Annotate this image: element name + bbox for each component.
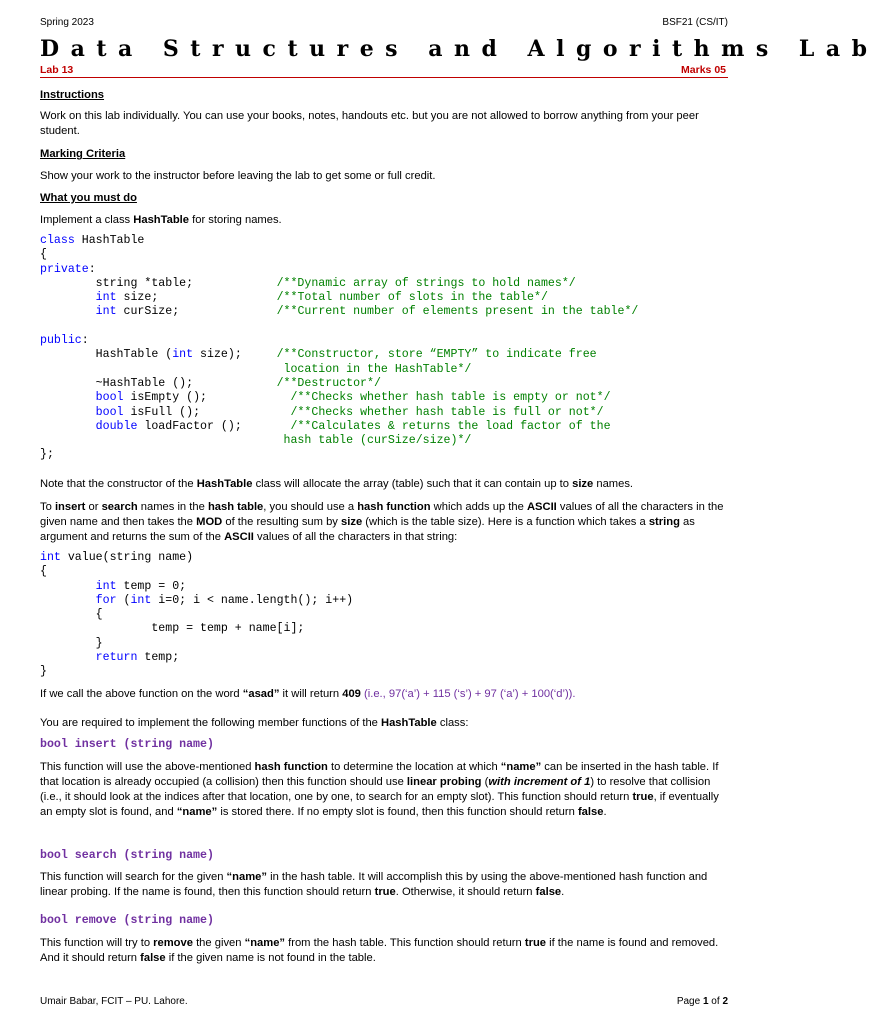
value-code-block: int value(string name) { int temp = 0; for (int i=0; i < name.length(); i++) { temp = temp + name[i]; } return temp; } xyxy=(40,551,354,679)
marking-text: Show your work to the instructor before leaving the lab to get some or full credit. xyxy=(40,170,436,182)
must-heading: What you must do xyxy=(40,192,137,204)
insert-description: This function will use the above-mentioned hash function to determine the location at which “name” can be inserted in the hash table. If that location is already occupied (a collision) then this function should use linear probing (with increment of 1) to resolve that collision (i.e., it should look at the indices after that location, one by one, to search for an empty slot). This function should return true, if eventually an empty slot is found, and “name” is stored there. If no empty slot is found, then this function should return false. xyxy=(40,761,719,818)
required-paragraph: You are required to implement the following member functions of the HashTable class: xyxy=(40,717,469,729)
remove-signature: bool remove (string name) xyxy=(40,914,214,927)
footer-page-number: Page 1 of 2 xyxy=(676,996,728,1007)
header-semester: Spring 2023 xyxy=(40,17,94,28)
lab-marks: Marks 05 xyxy=(681,64,726,76)
search-signature: bool search (string name) xyxy=(40,849,214,862)
insert-signature: bool insert (string name) xyxy=(40,738,214,751)
lab-line xyxy=(40,63,728,78)
insert-search-paragraph: To insert or search names in the hash table, you should use a hash function which adds up the ASCII values of all the characters in the given name and then takes the MOD of the resulting sum by size (which is the table size). Here is a function which takes a string as argument and returns the sum of the ASCII values of all the characters in that string: xyxy=(40,501,724,543)
example-paragraph: If we call the above function on the word “asad” it will return 409 (i.e., 97(‘a’) + 115 (‘s’) + 97 (‘a’) + 100(‘d’)). xyxy=(40,688,576,700)
marking-heading: Marking Criteria xyxy=(40,148,126,160)
header-class: BSF21 (CS/IT) xyxy=(662,17,728,28)
search-description: This function will search for the given “name” in the hash table. It will accomplish this by using the above-mentioned hash function and linear probing. If the name is found, then this function should return true. Otherwise, it should return false. xyxy=(40,871,708,898)
lab-number: Lab 13 xyxy=(40,64,74,76)
document-title: Data Structures and Algorithms Lab xyxy=(40,36,879,62)
remove-description: This function will try to remove the given “name” from the hash table. This function should return true if the name is found and removed. And it should return false if the given name is not found in the table. xyxy=(40,937,719,964)
instructions-heading: Instructions xyxy=(40,89,105,101)
instructions-text: Work on this lab individually. You can use your books, notes, handouts etc. but you are not allowed to borrow anything from your peer student. xyxy=(40,110,699,137)
footer-author: Umair Babar, FCIT – PU. Lahore. xyxy=(40,996,188,1007)
class-code-block: class HashTable { private: string *table; /**Dynamic array of strings to hold names*/ int size; /**Total number of slots in the table*/ int curSize; /**Current number of elements present in the table*/ public: HashTable (int size); /**Constructor, store “EMPTY” to indicate free location in the HashTable*/ ~HashTable (); /**Destructor*/ bool isEmpty (); /**Checks whether hash table is empty or not*/ bool isFull (); /**Checks whether hash table is full or not*/ double loadFactor (); /**Calculates & returns the load factor of the hash table (curSize/size)*/ }; xyxy=(40,234,639,462)
note-paragraph: Note that the constructor of the HashTable class will allocate the array (table) such that it can contain up to size names. xyxy=(40,478,634,490)
must-text: Implement a class HashTable for storing names. xyxy=(40,214,282,226)
